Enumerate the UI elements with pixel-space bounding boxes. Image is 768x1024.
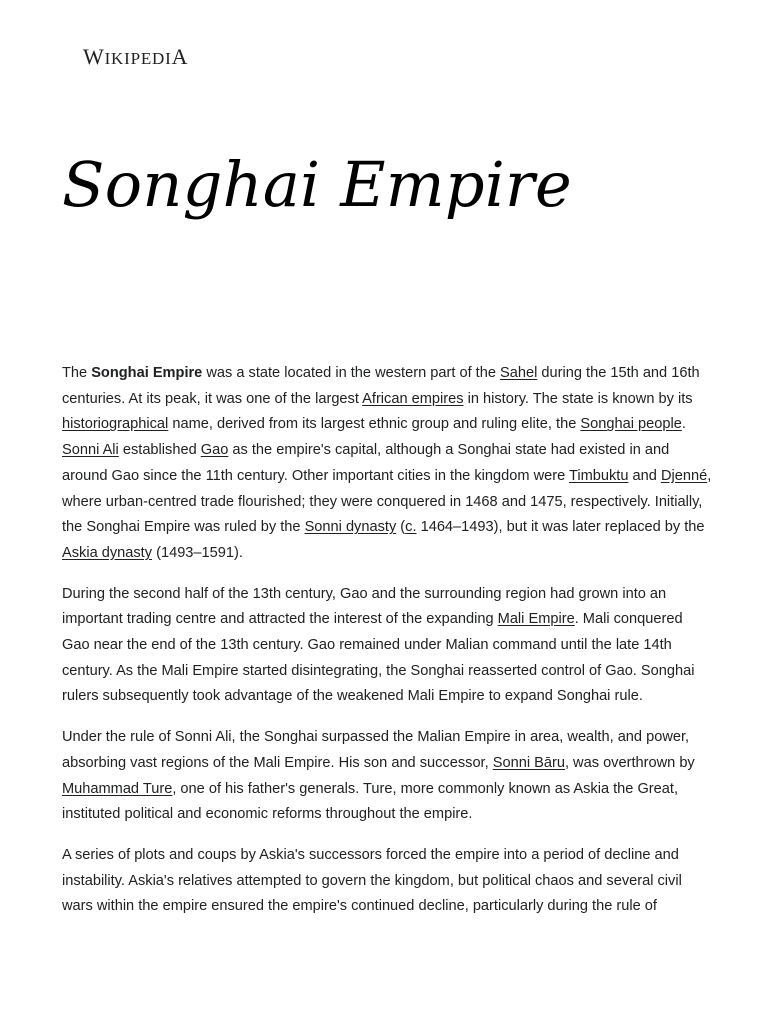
- link-timbuktu[interactable]: Timbuktu: [569, 467, 629, 484]
- wordmark-middle: IKIPEDI: [104, 49, 172, 68]
- link-sahel[interactable]: Sahel: [500, 365, 538, 381]
- link-african-empires[interactable]: African empires: [362, 390, 464, 407]
- article-paragraph-2: [62, 582, 712, 711]
- article-body: [62, 361, 712, 935]
- text: as the empire's capital, although a Songhai state had existed in and around Gao since the 11th century. Other important cities in the kingdom were: [62, 442, 670, 484]
- article-paragraph-4: [62, 843, 712, 920]
- link-circa-abbreviation[interactable]: c.: [405, 519, 417, 536]
- article-paragraph-3: [62, 725, 712, 828]
- text: During the second half of the 13th century, Gao and the surrounding region had grown into an important trading centre and attracted the interest of the expanding: [62, 585, 667, 628]
- text: was a state located in the western part of the: [202, 365, 501, 381]
- text: 1464–1493), but it was later replaced by the: [416, 519, 705, 536]
- text: .: [681, 416, 686, 433]
- text: established: [118, 442, 201, 459]
- text: A series of plots and coups by Askia's successors forced the empire into a period of decline and instability. Askia's relatives attempted to govern the kingdom, but political chaos and several civil wars within the empire ensured the empire's continued decline, particularly during the rule of: [62, 846, 682, 915]
- link-djenne[interactable]: Djenné: [660, 467, 708, 484]
- text: and: [628, 467, 661, 484]
- link-historiographical[interactable]: historiographical: [62, 416, 169, 433]
- text: name, derived from its largest ethnic group and ruling elite, the: [168, 416, 581, 433]
- text: (: [396, 519, 406, 536]
- article-paragraph-1: [62, 361, 712, 567]
- text: during the 15th and 16th centuries. At its peak, it was one of the largest: [62, 365, 700, 407]
- wordmark-final: A: [171, 44, 189, 69]
- text: (1493–1591).: [152, 544, 243, 561]
- link-sonni-baru[interactable]: Sonni Bāru: [492, 754, 565, 771]
- link-sonni-dynasty[interactable]: Sonni dynasty: [304, 519, 397, 536]
- link-gao[interactable]: Gao: [200, 442, 229, 459]
- text: , was overthrown by: [564, 754, 695, 771]
- text: in history. The state is known by its: [463, 390, 693, 407]
- link-songhai-people[interactable]: Songhai people: [580, 416, 682, 433]
- link-sonni-ali[interactable]: Sonni Ali: [62, 442, 119, 459]
- text: , one of his father's generals. Ture, more commonly known as Askia the Great, instituted political and economic reforms throughout the empire.: [62, 780, 679, 823]
- text: , where urban-centred trade flourished; they were conquered in 1468 and 1475, respectively. Initially, the Songhai Empire was ruled by the: [62, 467, 712, 536]
- wikipedia-wordmark-logo[interactable]: [83, 44, 188, 70]
- article-subject-bold: Songhai Empire: [91, 365, 203, 381]
- link-askia-dynasty[interactable]: Askia dynasty: [62, 544, 153, 561]
- site-header: [83, 44, 188, 70]
- wordmark-initial: W: [83, 44, 105, 69]
- text: Under the rule of Sonni Ali, the Songhai surpassed the Malian Empire in area, wealth, and power, absorbing vast regions of the Mali Empire. His son and successor,: [62, 729, 690, 771]
- text: The: [62, 365, 92, 381]
- link-muhammad-ture[interactable]: Muhammad Ture: [62, 780, 173, 797]
- page-title: Songhai Empire: [62, 148, 572, 221]
- text: . Mali conquered Gao near the end of the 13th century. Gao remained under Malian command until the late 14th century. As the Mali Empire started disintegrating, the Songhai reasserted control of Gao. Songhai rulers subsequently took advantage of the weakened Mali Empire to expand Songhai rule.: [62, 611, 695, 705]
- link-mali-empire[interactable]: Mali Empire: [497, 611, 575, 628]
